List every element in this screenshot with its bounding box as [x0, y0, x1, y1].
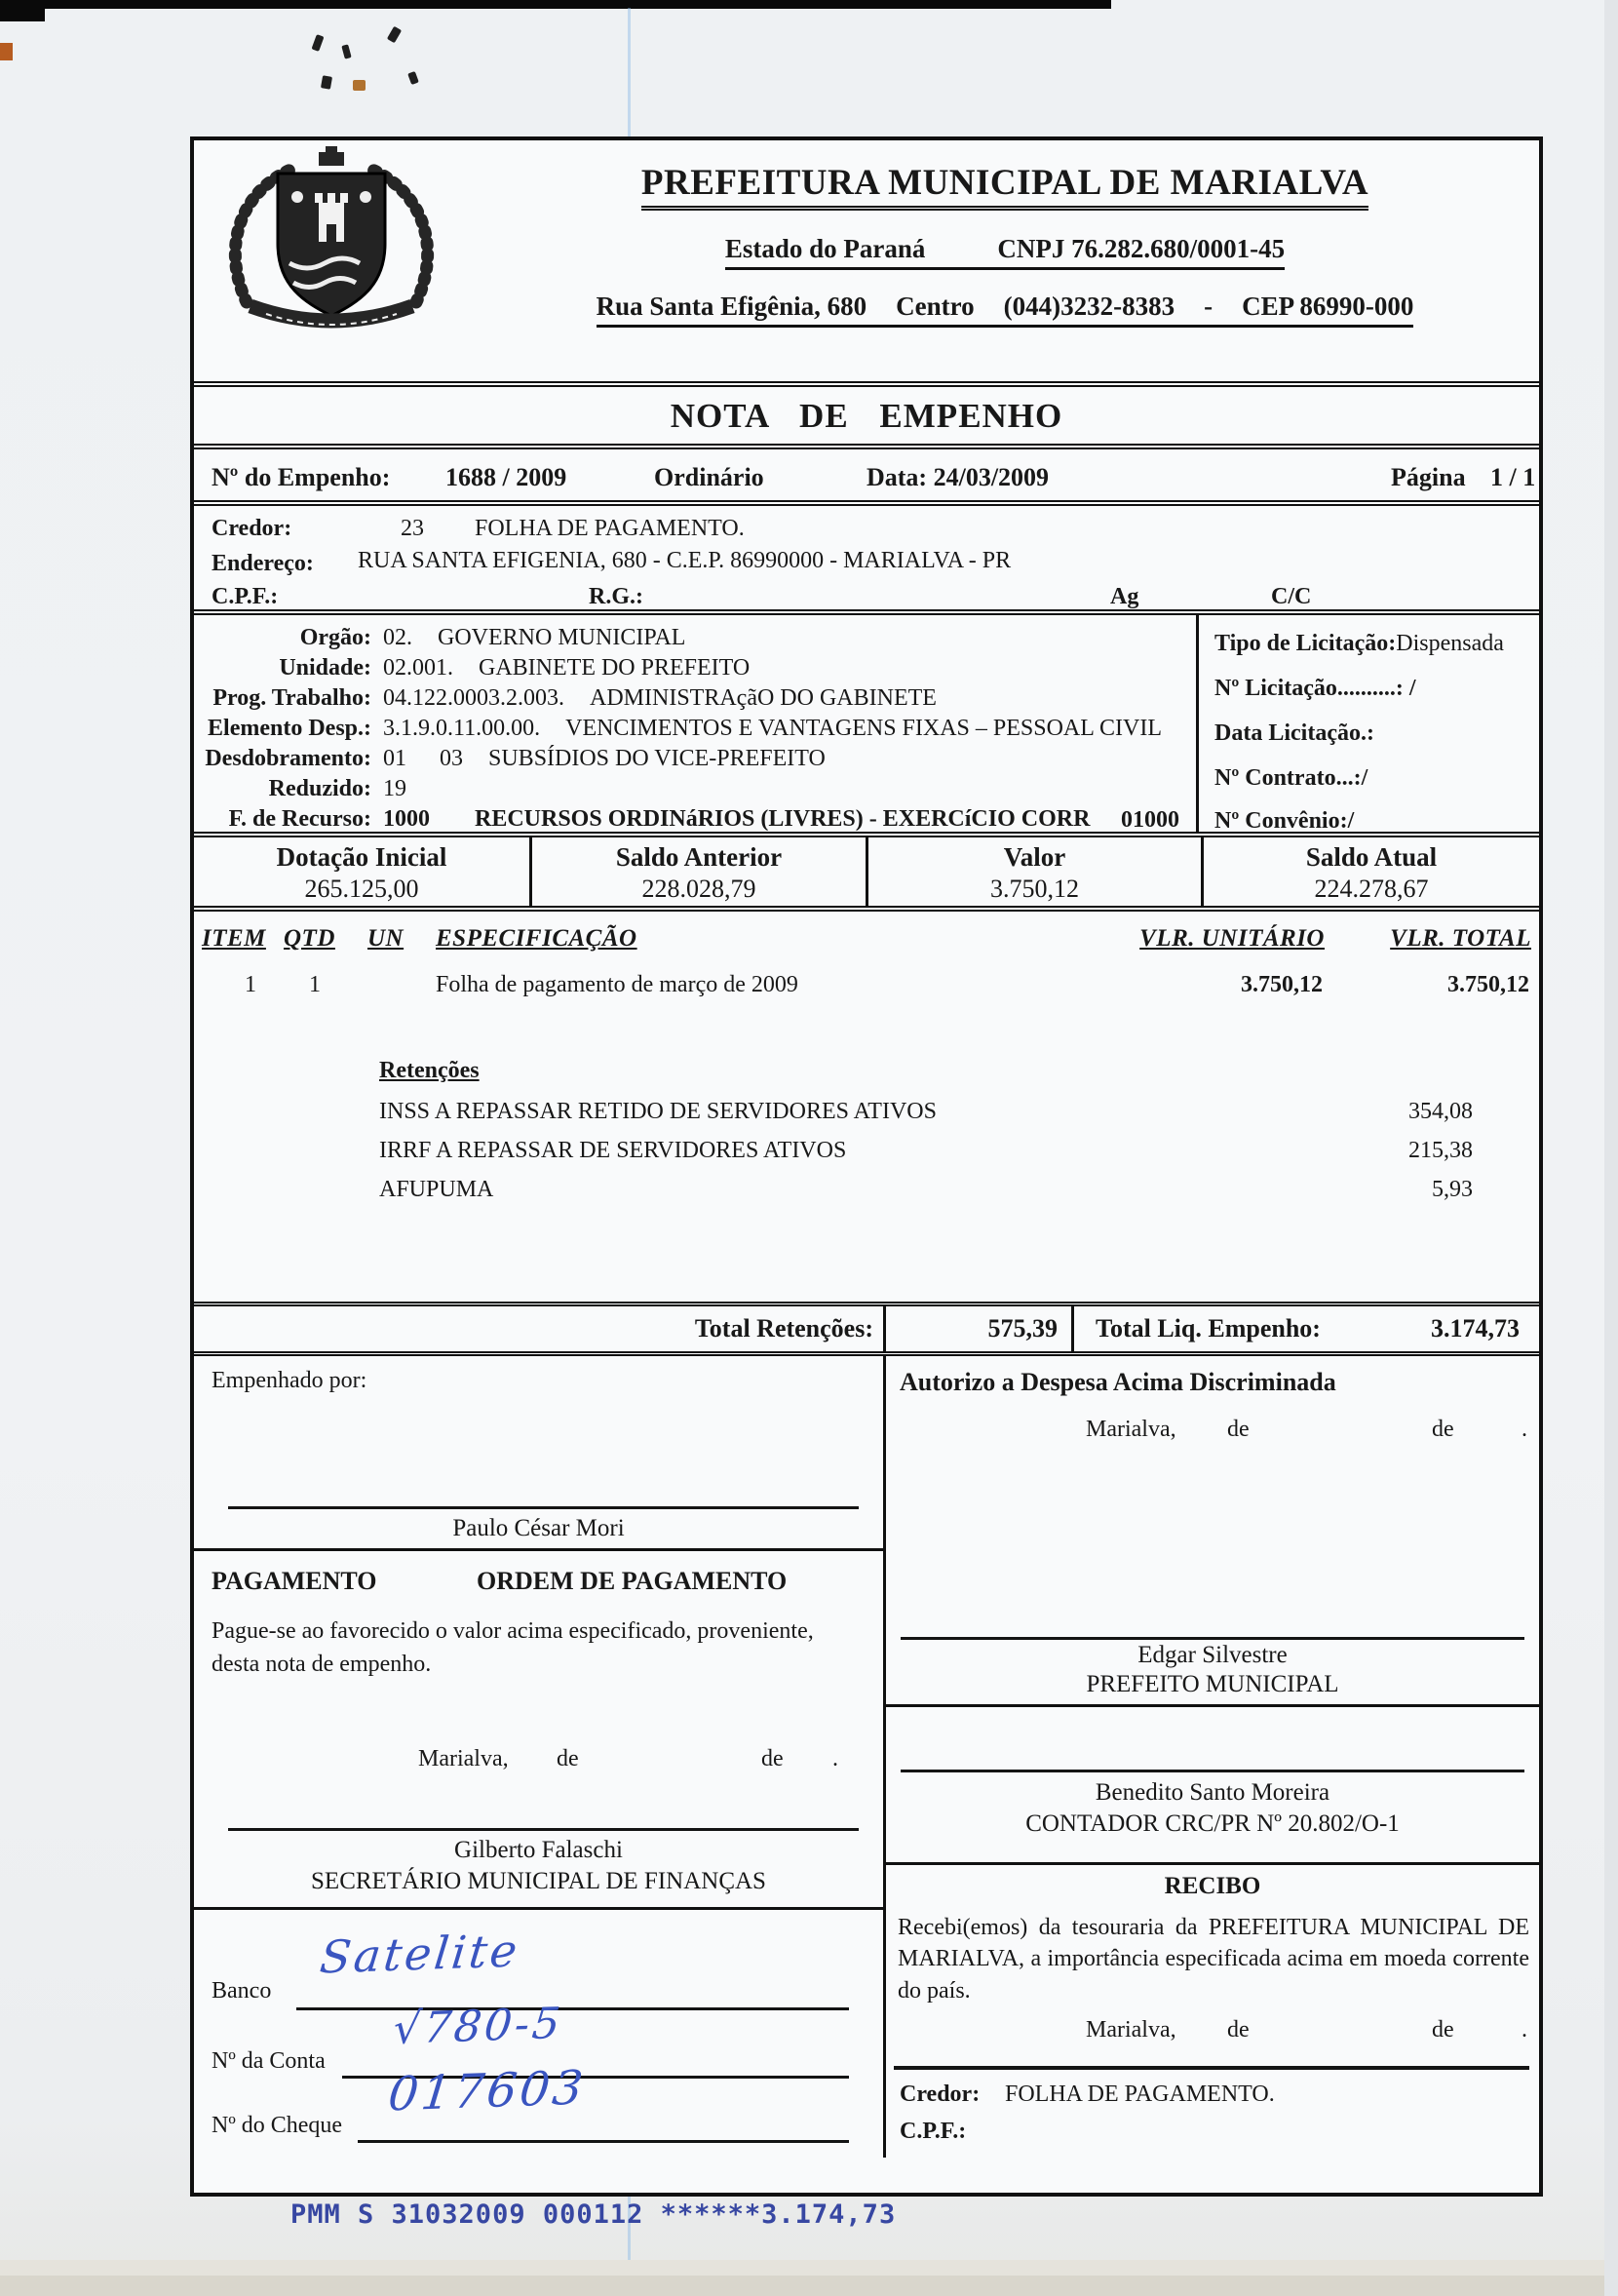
cpf-label: C.P.F.:: [212, 584, 279, 609]
scan-bottom-band: [0, 2260, 1618, 2276]
elemento-desp-desc: VENCIMENTOS E VANTAGENS FIXAS – PESSOAL CIVIL: [565, 716, 1163, 741]
recibo-cpf-label: C.P.F.:: [900, 2119, 967, 2144]
ag-label: Ag: [1110, 584, 1139, 609]
saldo-anterior-label: Saldo Anterior: [615, 842, 783, 872]
signature-line: [228, 1828, 859, 1831]
valor-cell: [868, 837, 1204, 906]
retencao-value: 215,38: [1408, 1138, 1473, 1163]
orcamento-block: [194, 615, 1539, 837]
signature-role-prefeito: PREFEITO MUNICIPAL: [1086, 1671, 1339, 1697]
staple-mark: [321, 75, 332, 90]
total-liquido-cell: [1074, 1306, 1539, 1351]
scan-bottom-edge: [0, 2276, 1618, 2296]
de-label: de: [1227, 1417, 1250, 1442]
city-label: Marialva,: [1086, 1417, 1176, 1442]
address-line: [597, 292, 1414, 328]
tipo-licitacao-line: [1214, 631, 1504, 657]
staple-mark: [341, 44, 351, 58]
cep-separator: -: [1204, 292, 1214, 321]
banco-label: Banco: [212, 1978, 272, 2004]
orcamento-row: [194, 714, 1193, 744]
period-mark: .: [1522, 2017, 1527, 2043]
city-label: Marialva,: [418, 1746, 509, 1771]
recibo-credor-label: Credor:: [900, 2082, 981, 2107]
marialva-coat-of-arms-logo: [210, 146, 453, 346]
signature-name-benedito: Benedito Santo Moreira: [1095, 1779, 1330, 1806]
form-header: [194, 140, 1539, 387]
empenho-form: [190, 136, 1543, 2197]
scan-corner-artifact: [0, 0, 45, 21]
autorizo-title: Autorizo a Despesa Acima Discriminada: [900, 1368, 1336, 1396]
signature-name-edgar: Edgar Silvestre: [1137, 1642, 1288, 1668]
total-retencoes-value-cell: [886, 1306, 1074, 1351]
dotacao-inicial-label: Dotação Inicial: [276, 842, 447, 872]
doc-title-band: [194, 387, 1539, 449]
phone-label: (044)3232-8383: [1003, 292, 1175, 321]
item-number: 1: [245, 972, 256, 997]
credor-name: FOLHA DE PAGAMENTO.: [475, 516, 745, 541]
retencao-value: 5,93: [1432, 1177, 1473, 1202]
item-vlr-unitario: 3.750,12: [1241, 972, 1323, 997]
orgao-code: 02.: [383, 625, 412, 650]
doc-title: NOTA DE EMPENHO: [670, 397, 1063, 435]
banco-handwritten-value: Satelite: [317, 1924, 523, 1984]
credor-label: Credor:: [212, 516, 292, 541]
autorizacao-column: [886, 1356, 1539, 2158]
de-label: de: [1432, 2017, 1454, 2043]
cheque-line: [358, 2140, 849, 2143]
total-retencoes-label: Total Retenções:: [694, 1314, 873, 1343]
fonte-recurso-extra-code: 01000: [1121, 807, 1179, 833]
de-label: de: [1432, 1417, 1454, 1442]
itens-section: [194, 912, 1539, 1302]
retencao-desc: AFUPUMA: [379, 1177, 494, 1202]
prog-trabalho-label: Prog. Trabalho:: [212, 685, 371, 711]
retencao-desc: INSS A REPASSAR RETIDO DE SERVIDORES ATIVOS: [379, 1099, 937, 1124]
state-label: Estado do Paraná: [724, 234, 926, 263]
page-value: 1 / 1: [1490, 463, 1536, 491]
empenho-kind: Ordinário: [654, 463, 764, 491]
orcamento-row: [194, 774, 1193, 804]
conta-handwritten-value: √780-5: [390, 1998, 565, 2055]
ordem-pagamento-title: ORDEM DE PAGAMENTO: [477, 1567, 788, 1595]
elemento-desp-label: Elemento Desp.:: [208, 716, 371, 741]
valor-value: 3.750,12: [990, 875, 1079, 903]
autorizo-box: [886, 1356, 1539, 1707]
licitacao-box: [1196, 615, 1539, 832]
header-titles: [479, 140, 1531, 381]
retencao-desc: IRRF A REPASSAR DE SERVIDORES ATIVOS: [379, 1138, 847, 1163]
empenho-date: Data: 24/03/2009: [867, 463, 1050, 491]
col-un: UN: [367, 925, 404, 952]
prog-trabalho-code: 04.122.0003.2.003.: [383, 685, 564, 711]
scan-right-band: [1604, 0, 1618, 2296]
signature-line: [228, 1506, 859, 1509]
endereco-label: Endereço:: [212, 551, 314, 576]
credor-code: 23: [401, 516, 424, 541]
city-label: Marialva,: [1086, 2017, 1176, 2043]
orcamento-row: [194, 804, 1193, 835]
total-retencoes-value: 575,39: [987, 1314, 1058, 1343]
street-label: Rua Santa Efigênia, 680: [596, 292, 867, 321]
staple-mark: [353, 80, 366, 91]
orgao-label: Orgão:: [299, 625, 371, 650]
fonte-recurso-desc: RECURSOS ORDINáRIOS (LIVRES) - EXERCíCIO CORR: [475, 806, 1091, 832]
recibo-separator-line: [894, 2066, 1529, 2070]
staple-mark: [312, 34, 325, 52]
orgao-desc: GOVERNO MUNICIPAL: [438, 625, 686, 650]
page-label: Página: [1391, 463, 1466, 491]
total-liquido-label: Total Liq. Empenho:: [1096, 1314, 1321, 1343]
num-licitacao-line: Nº Licitação..........: /: [1214, 676, 1416, 701]
district-label: Centro: [896, 292, 975, 321]
cc-label: C/C: [1271, 584, 1312, 609]
total-retencoes-cell: [194, 1306, 886, 1351]
item-vlr-total: 3.750,12: [1447, 972, 1529, 997]
contador-box: [886, 1707, 1539, 1865]
signature-line: [901, 1770, 1524, 1772]
banking-box: [194, 1910, 883, 2152]
item-qtd: 1: [309, 972, 321, 997]
orcamento-row: [194, 683, 1193, 714]
rg-label: R.G.:: [589, 584, 643, 609]
desdobramento-label: Desdobramento:: [205, 746, 371, 771]
orcamento-row: [194, 653, 1193, 683]
col-especificacao: ESPECIFICAÇÃO: [436, 925, 637, 952]
dotacao-inicial-cell: [194, 837, 532, 906]
banco-line: [296, 2007, 849, 2010]
col-vlr-total: VLR. TOTAL: [1390, 925, 1531, 952]
cnpj-label: CNPJ 76.282.680/0001-45: [997, 234, 1286, 263]
de-label: de: [1227, 2017, 1250, 2043]
orcamento-row: [194, 744, 1193, 774]
saldo-atual-cell: [1204, 837, 1539, 906]
saldo-atual-label: Saldo Atual: [1305, 842, 1438, 872]
endereco-value: RUA SANTA EFIGENIA, 680 - C.E.P. 86990000 - MARIALVA - PR: [358, 548, 1012, 573]
signature-name-gilberto: Gilberto Falaschi: [454, 1837, 623, 1863]
cep-label: CEP 86990-000: [1242, 292, 1414, 321]
col-qtd: QTD: [284, 925, 335, 952]
signature-role-secretario: SECRETÁRIO MUNICIPAL DE FINANÇAS: [311, 1868, 766, 1894]
orcamento-row: [194, 623, 1193, 653]
tipo-licitacao-value: Dispensada: [1396, 631, 1504, 656]
col-item: ITEM: [202, 925, 266, 952]
reduzido-label: Reduzido:: [268, 776, 371, 801]
total-liquido-value: 3.174,73: [1431, 1314, 1520, 1343]
orcamento-rows: [194, 615, 1193, 832]
empenho-number-row: [194, 449, 1539, 506]
num-contrato-line: Nº Contrato...:/: [1214, 765, 1368, 791]
fonte-recurso-label: F. de Recurso:: [228, 806, 371, 832]
empenho-number-value: 1688 / 2009: [445, 463, 567, 491]
recibo-credor-value: FOLHA DE PAGAMENTO.: [1005, 2082, 1275, 2107]
saldo-anterior-cell: [532, 837, 868, 906]
cheque-handwritten-value: 017603: [385, 2060, 589, 2122]
elemento-desp-code: 3.1.9.0.11.00.00.: [383, 716, 541, 741]
recibo-title: RECIBO: [1164, 1873, 1261, 1899]
fonte-recurso-code: 1000: [383, 806, 430, 832]
totais-row: [194, 1302, 1539, 1356]
recibo-text: Recebi(emos) da tesouraria da PREFEITURA MUNICIPAL DE MARIALVA, a importância especificada acima em moeda corrente do país.: [898, 1915, 1529, 2004]
tipo-licitacao-label: Tipo de Licitação:: [1214, 631, 1397, 656]
num-convenio-line: Nº Convênio:/: [1214, 808, 1355, 834]
item-especificacao: Folha de pagamento de março de 2009: [436, 972, 798, 997]
pagamento-title: PAGAMENTO: [212, 1567, 377, 1595]
data-licitacao-line: Data Licitação.:: [1214, 720, 1374, 746]
de-label: de: [761, 1746, 784, 1771]
treasury-stamp-text: PMM S 31032009 000112 ******3.174,73: [290, 2199, 897, 2230]
credor-block: [194, 506, 1539, 615]
unidade-code: 02.001.: [383, 655, 453, 681]
ordem-pagamento-box: [194, 1551, 883, 1910]
staple-mark: [407, 71, 419, 85]
unidade-desc: GABINETE DO PREFEITO: [479, 655, 751, 681]
signature-name-paulo: Paulo César Mori: [452, 1515, 625, 1541]
conta-label: Nº da Conta: [212, 2048, 326, 2074]
retencao-value: 354,08: [1408, 1099, 1473, 1124]
retencoes-title: Retenções: [379, 1058, 480, 1083]
unidade-label: Unidade:: [279, 655, 371, 681]
reduzido-code: 19: [383, 776, 406, 801]
prog-trabalho-desc: ADMINISTRAçãO DO GABINETE: [590, 685, 937, 711]
period-mark: .: [832, 1746, 838, 1771]
desdobramento-code: 01: [383, 746, 406, 771]
signature-line: [901, 1637, 1524, 1640]
scan-edge-artifact: [0, 0, 1111, 9]
empenho-number-label: Nº do Empenho:: [212, 463, 391, 491]
org-title: PREFEITURA MUNICIPAL DE MARIALVA: [641, 162, 1368, 211]
desdobramento-desc: SUBSÍDIOS DO VICE-PREFEITO: [488, 746, 826, 771]
valor-label: Valor: [1003, 842, 1066, 872]
period-mark: .: [1522, 1417, 1527, 1442]
dotacao-row: [194, 837, 1539, 912]
recibo-box: [886, 1865, 1539, 2152]
de-label: de: [557, 1746, 579, 1771]
state-cnpj-line: [725, 234, 1285, 270]
pagamento-column: [194, 1356, 886, 2158]
empenhado-box: [194, 1356, 883, 1551]
desdobramento-code2: 03: [440, 746, 463, 771]
signature-role-contador: CONTADOR CRC/PR Nº 20.802/O-1: [1025, 1810, 1400, 1837]
col-vlr-unitario: VLR. UNITÁRIO: [1139, 925, 1325, 952]
empenhado-por-label: Empenhado por:: [212, 1368, 367, 1393]
pague-se-text: Pague-se ao favorecido o valor acima especificado, proveniente, desta nota de empenho.: [212, 1618, 814, 1677]
saldo-atual-value: 224.278,67: [1314, 875, 1429, 903]
saldo-anterior-value: 228.028,79: [641, 875, 756, 903]
dotacao-inicial-value: 265.125,00: [304, 875, 419, 903]
signatures-section: [194, 1356, 1539, 2158]
cheque-label: Nº do Cheque: [212, 2113, 343, 2138]
scan-orange-notch: [0, 43, 13, 60]
staple-mark: [387, 26, 402, 43]
